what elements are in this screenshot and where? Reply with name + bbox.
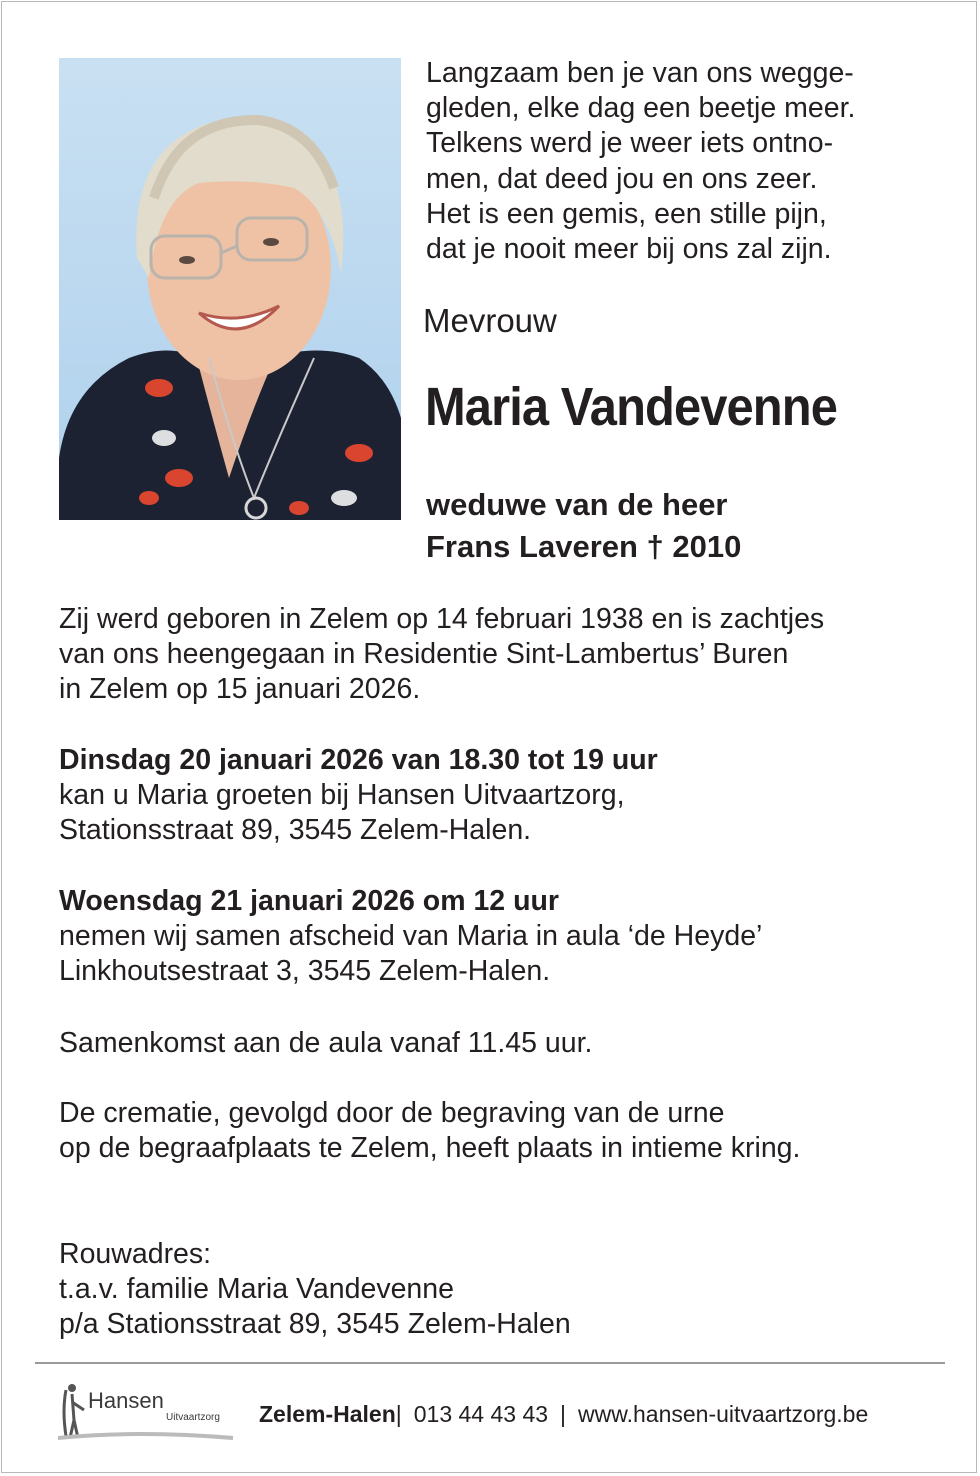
text-line: t.a.v. familie Maria Vandevenne (59, 1273, 454, 1306)
gathering-note (59, 1026, 939, 1061)
footer (0, 1380, 980, 1450)
text-line: in Zelem op 15 januari 2026. (59, 673, 421, 706)
farewell-block (59, 884, 939, 990)
logo-name: Hansen (88, 1388, 164, 1413)
separator: | (560, 1401, 567, 1427)
poem-line: gleden, elke dag een beetje meer. (426, 92, 856, 125)
visitation-heading: Dinsdag 20 januari 2026 van 18.30 tot 19 uur (59, 744, 658, 776)
poem-line: Het is een gemis, een stille pijn, (426, 197, 827, 230)
poem-line: dat je nooit meer bij ons zal zijn. (426, 233, 832, 266)
text-line: Samenkomst aan de aula vanaf 11.45 uur. (59, 1027, 593, 1059)
text-line: op de begraafplaats te Zelem, heeft plaats in intieme kring. (59, 1132, 801, 1165)
text-line: kan u Maria groeten bij Hansen Uitvaartzorg, (59, 779, 625, 812)
separator: | (395, 1401, 402, 1427)
footer-phone: 013 44 43 43 (413, 1401, 549, 1427)
contact-line (259, 1401, 880, 1428)
farewell-heading: Woensdag 21 januari 2026 om 12 uur (59, 885, 559, 917)
text-line: nemen wij samen afscheid van Maria in aula ‘de Heyde’ (59, 920, 763, 953)
poem-line: Telkens werd je weer iets ontno- (426, 127, 834, 160)
funeral-home-logo (58, 1380, 238, 1444)
text-line: Stationsstraat 89, 3545 Zelem-Halen. (59, 814, 532, 847)
footer-website[interactable]: www.hansen-uitvaartzorg.be (578, 1401, 869, 1427)
deceased-name: Maria Vandevenne (425, 377, 837, 437)
portrait-photo (59, 58, 401, 520)
text-line: p/a Stationsstraat 89, 3545 Zelem-Halen (59, 1308, 571, 1341)
text-line: Zij werd geboren in Zelem op 14 februari 1938 en is zachtjes (59, 603, 825, 635)
poem (426, 56, 946, 267)
text-line: Linkhoutsestraat 3, 3545 Zelem-Halen. (59, 955, 551, 988)
widow-of (426, 484, 741, 568)
visitation-block (59, 743, 939, 849)
mourning-address (59, 1237, 939, 1343)
widow-line: weduwe van de heer (426, 487, 728, 522)
footer-city: Zelem-Halen (259, 1401, 396, 1427)
logo-subtitle: Uitvaartzorg (166, 1412, 220, 1423)
text-line: Rouwadres: (59, 1238, 212, 1270)
honorific: Mevrouw (423, 302, 557, 339)
text-line: van ons heengegaan in Residentie Sint-Lambertus’ Buren (59, 638, 789, 671)
cremation-note (59, 1096, 939, 1166)
birth-paragraph (59, 602, 939, 708)
poem-line: men, dat deed jou en ons zeer. (426, 162, 818, 195)
footer-divider (35, 1362, 945, 1364)
widow-line: Frans Laveren † 2010 (426, 529, 742, 564)
text-line: De crematie, gevolgd door de begraving van de urne (59, 1097, 725, 1129)
poem-line: Langzaam ben je van ons wegge- (426, 57, 854, 89)
